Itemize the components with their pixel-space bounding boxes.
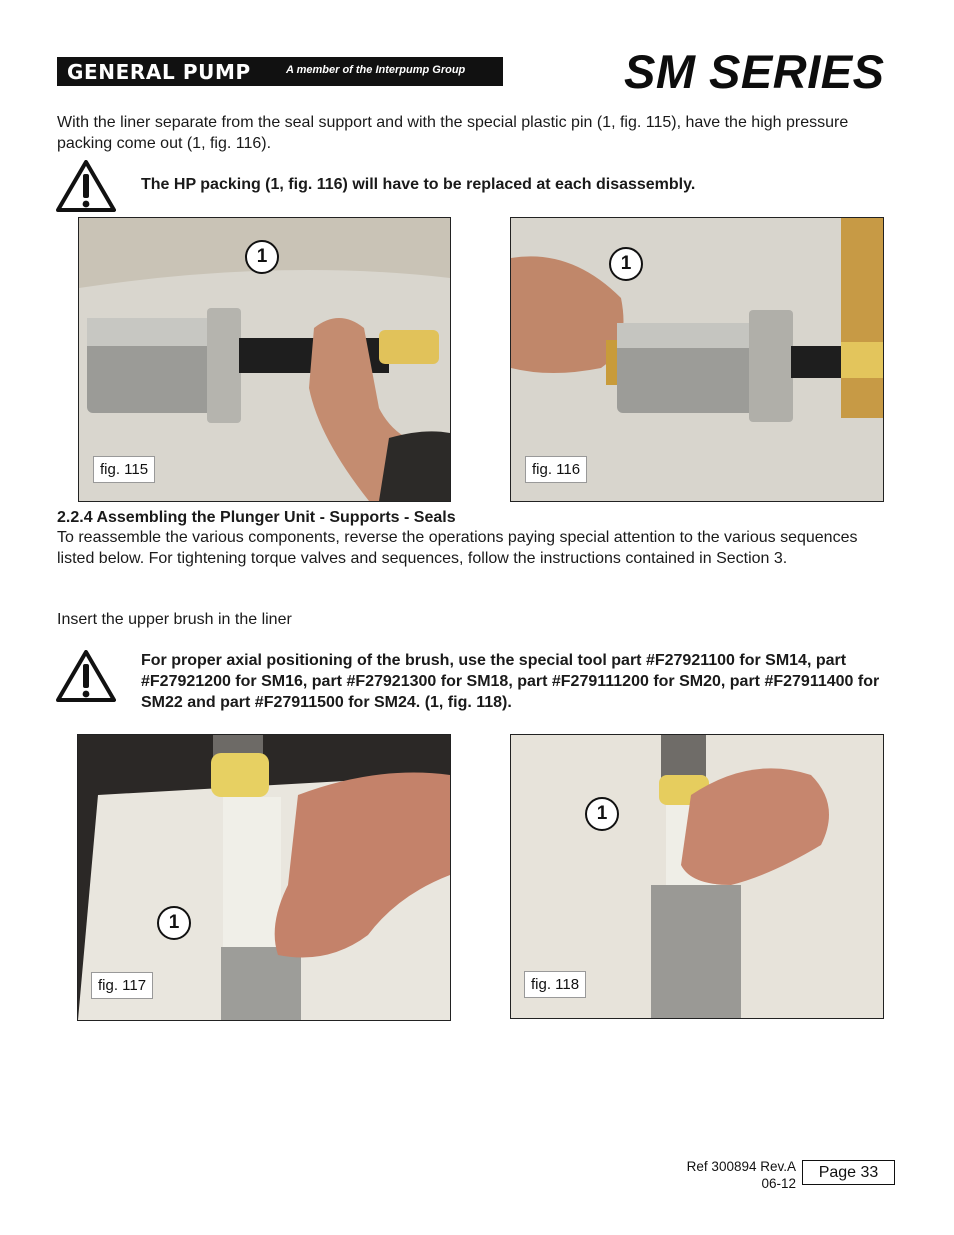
intro-paragraph: With the liner separate from the seal support and with the special plastic pin (1, fig. 115), have the high pressure packing come out (1, fig. 116). [57, 114, 849, 152]
brand-tagline: A member of the Interpump Group [286, 64, 466, 76]
fig-118-label: fig. 118 [524, 971, 586, 998]
footer-date: 06-12 [761, 1176, 796, 1191]
callout-fig-117: 1 [157, 906, 191, 940]
warning-2-text: For proper axial positioning of the brush, use the special tool part #F27921100 for SM14, part #F27921200 for SM16, part #F27921300 for SM18, part #F279111200 for SM20, part #F27911400 for SM22 and part #F27911500 for SM24. (1, fig. 118). [141, 652, 880, 711]
section-heading: 2.2.4 Assembling the Plunger Unit - Supports - Seals [57, 509, 456, 526]
fig-117-label: fig. 117 [91, 972, 153, 999]
photo-fig-117 [77, 734, 451, 1021]
footer-ref-line: Ref 300894 Rev.A [686, 1159, 796, 1174]
callout-fig-116: 1 [609, 247, 643, 281]
brand-name: GENERAL PUMP [67, 60, 251, 84]
callout-fig-118: 1 [585, 797, 619, 831]
page-number: Page 33 [802, 1160, 895, 1185]
fig-116-label: fig. 116 [525, 456, 587, 483]
section-instruction: Insert the upper brush in the liner [57, 611, 292, 628]
callout-fig-115: 1 [245, 240, 279, 274]
series-title: SM SERIES [624, 45, 885, 98]
photo-fig-116 [510, 217, 884, 502]
warning-triangle-icon [56, 160, 116, 216]
footer-ref [640, 1158, 796, 1192]
warning-triangle-icon [56, 650, 116, 706]
section-paragraph: To reassemble the various components, reverse the operations paying special attention to the various sequences listed below. For tightening torque valves and sequences, follow the instructions contained in Section 3. [57, 529, 858, 567]
photo-fig-118 [510, 734, 884, 1019]
warning-1-text: The HP packing (1, fig. 116) will have to be replaced at each disassembly. [141, 176, 696, 193]
fig-115-label: fig. 115 [93, 456, 155, 483]
photo-fig-115 [78, 217, 451, 502]
brand-bar [57, 57, 503, 86]
